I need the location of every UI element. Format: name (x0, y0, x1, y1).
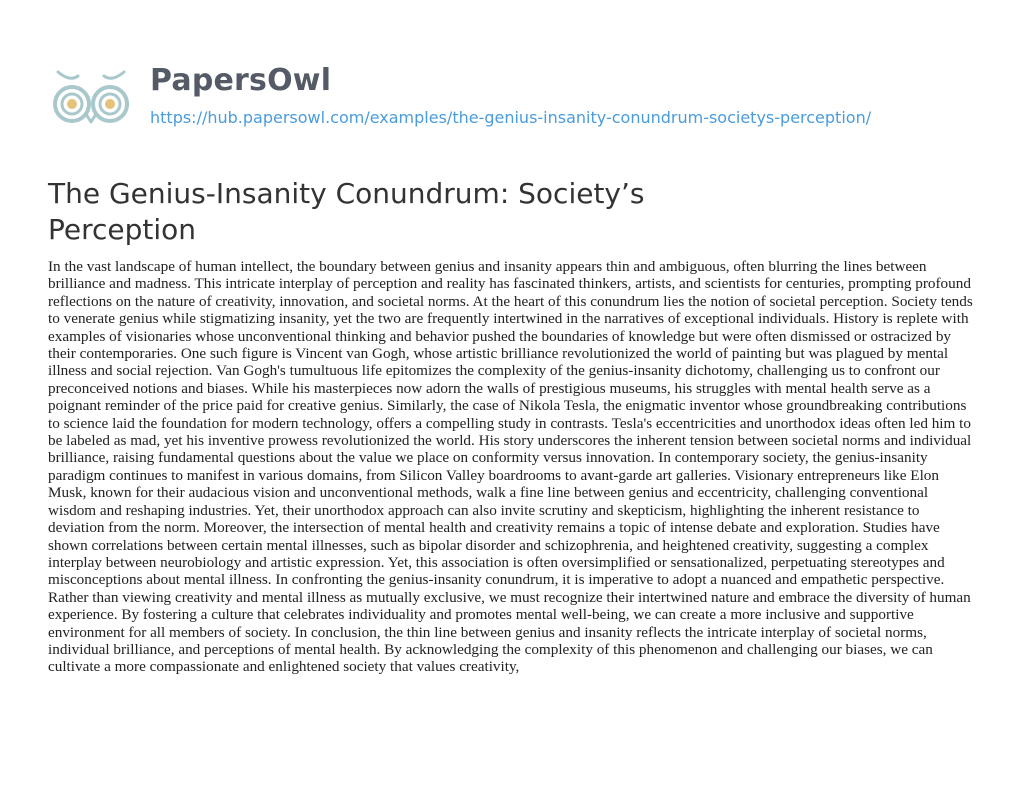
owl-eyes-icon (50, 66, 132, 138)
source-url[interactable]: https://hub.papersowl.com/examples/the-genius-insanity-conundrum-societys-perception/ (150, 108, 872, 127)
page-title: The Genius-Insanity Conundrum: Society’s Perception (48, 177, 645, 246)
brand-name: PapersOwl (150, 63, 332, 98)
article-body: In the vast landscape of human intellect, the boundary between genius and insanity appears thin and ambiguous, often blurring the lines between brilliance and madness. This intricate interplay of perception and reality has fascinated thinkers, artists, and scientists for centuries, prompting profound reflections on the nature of creativity, innovation, and societal norms. At the heart of this conundrum lies the notion of societal perception. Society tends to venerate genius while stigmatizing insanity, yet the two are frequently intertwined in the narratives of exceptional individuals. History is replete with examples of visionaries whose unconventional thinking and behavior pushed the boundaries of knowledge but were often dismissed or ostracized by their contemporaries. One such figure is Vincent van Gogh, whose artistic brilliance revolutionized the world of painting but was plagued by mental illness and social rejection. Van Gogh's tumultuous life epitomizes the complexity of the genius-insanity dichotomy, challenging us to confront our preconceived notions and biases. While his masterpieces now adorn the walls of prestigious museums, his struggles with mental health serve as a poignant reminder of the price paid for creative genius. Similarly, the case of Nikola Tesla, the enigmatic inventor whose groundbreaking contributions to science laid the foundation for modern technology, offers a compelling study in contrasts. Tesla's eccentricities and unorthodox ideas often led him to be labeled as mad, yet his inventive prowess revolutionized the world. His story underscores the inherent tension between societal norms and individual brilliance, raising fundamental questions about the value we place on conformity versus innovation. In contemporary society, the genius-insanity paradigm continues to manifest in various domains, from Silicon Valley boardrooms to avant-garde art galleries. Visionary entrepreneurs like Elon Musk, known for their audacious vision and unconventional methods, walk a fine line between genius and eccentricity, challenging conventional wisdom and reshaping industries. Yet, their unorthodox approach can also invite scrutiny and skepticism, highlighting the inherent resistance to deviation from the norm. Moreover, the intersection of mental health and creativity remains a topic of intense debate and exploration. Studies have shown correlations between certain mental illnesses, such as bipolar disorder and schizophrenia, and heightened creativity, suggesting a complex interplay between neurobiology and artistic expression. Yet, this association is often oversimplified or sensationalized, perpetuating stereotypes and misconceptions about mental illness. In confronting the genius-insanity conundrum, it is imperative to adopt a nuanced and empathetic perspective. Rather than viewing creativity and mental illness as mutually exclusive, we must recognize their intertwined nature and embrace the diversity of human experience. By fostering a culture that celebrates individuality and promotes mental well-being, we can create a more inclusive and supportive environment for all members of society. In conclusion, the thin line between genius and insanity reflects the intricate interplay of societal norms, individual brilliance, and perceptions of mental health. By acknowledging the complexity of this phenomenon and challenging our biases, we can cultivate a more compassionate and enlightened society that values creativity, (48, 258, 973, 676)
